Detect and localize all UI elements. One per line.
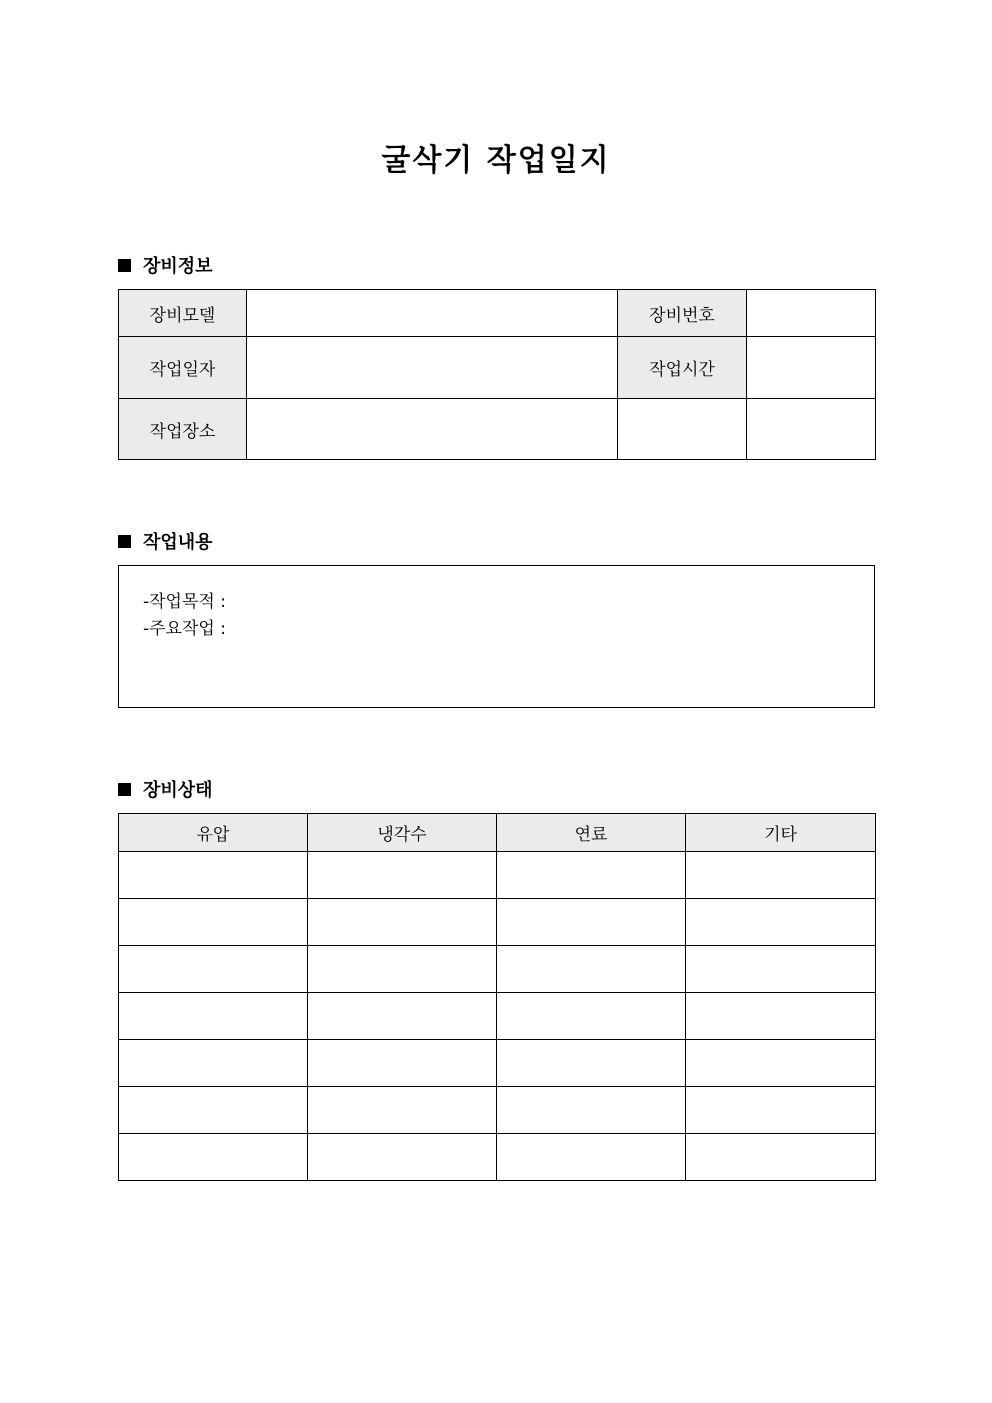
equipment-number-value[interactable] (747, 290, 876, 337)
table-cell[interactable] (497, 993, 686, 1040)
table-cell[interactable] (308, 993, 497, 1040)
table-cell[interactable] (308, 852, 497, 899)
work-time-value[interactable] (747, 337, 876, 399)
table-cell[interactable] (497, 899, 686, 946)
table-cell[interactable] (497, 1087, 686, 1134)
table-cell[interactable] (686, 1087, 876, 1134)
work-location-label: 작업장소 (119, 399, 247, 460)
section-heading-equipment-info (118, 253, 213, 277)
equipment-number-label: 장비번호 (618, 290, 747, 337)
column-header-coolant: 냉각수 (308, 814, 497, 852)
table-cell[interactable] (119, 946, 308, 993)
table-cell[interactable] (497, 1040, 686, 1087)
table-cell[interactable] (308, 1134, 497, 1181)
equipment-model-value[interactable] (247, 290, 618, 337)
table-cell[interactable] (119, 852, 308, 899)
equipment-info-table (118, 289, 876, 460)
equipment-status-table (118, 813, 876, 1181)
work-date-label: 작업일자 (119, 337, 247, 399)
section-heading-label: 장비정보 (143, 256, 213, 277)
empty-cell[interactable] (747, 399, 876, 460)
table-row (119, 946, 876, 993)
table-row (119, 993, 876, 1040)
work-date-value[interactable] (247, 337, 618, 399)
section-heading-equipment-status (118, 777, 213, 801)
table-cell[interactable] (308, 1040, 497, 1087)
section-heading-label: 장비상태 (143, 780, 213, 801)
work-location-value[interactable] (247, 399, 618, 460)
table-cell[interactable] (308, 946, 497, 993)
work-content-box[interactable] (118, 565, 875, 708)
table-cell[interactable] (308, 899, 497, 946)
table-row (119, 852, 876, 899)
work-time-label: 작업시간 (618, 337, 747, 399)
empty-cell[interactable] (618, 399, 747, 460)
equipment-model-label: 장비모델 (119, 290, 247, 337)
page-title: 굴삭기 작업일지 (381, 143, 611, 178)
column-header-hydraulic: 유압 (119, 814, 308, 852)
table-cell[interactable] (119, 1040, 308, 1087)
table-row (119, 1040, 876, 1087)
table-cell[interactable] (119, 899, 308, 946)
table-cell[interactable] (497, 946, 686, 993)
table-row (119, 1134, 876, 1181)
main-work-line: -주요작업 : (143, 619, 226, 639)
table-cell[interactable] (686, 1134, 876, 1181)
table-cell[interactable] (119, 1134, 308, 1181)
table-row (119, 899, 876, 946)
table-row (119, 1087, 876, 1134)
section-heading-work-content (118, 529, 213, 553)
table-cell[interactable] (497, 1134, 686, 1181)
square-bullet-icon (118, 783, 131, 796)
table-cell[interactable] (686, 852, 876, 899)
table-cell[interactable] (686, 946, 876, 993)
table-cell[interactable] (119, 993, 308, 1040)
table-cell[interactable] (119, 1087, 308, 1134)
section-heading-label: 작업내용 (143, 532, 213, 553)
column-header-other: 기타 (686, 814, 876, 852)
table-cell[interactable] (686, 1040, 876, 1087)
table-cell[interactable] (686, 993, 876, 1040)
column-header-fuel: 연료 (497, 814, 686, 852)
table-cell[interactable] (686, 899, 876, 946)
square-bullet-icon (118, 535, 131, 548)
work-purpose-line: -작업목적 : (143, 592, 226, 612)
table-cell[interactable] (497, 852, 686, 899)
table-cell[interactable] (308, 1087, 497, 1134)
square-bullet-icon (118, 259, 131, 272)
